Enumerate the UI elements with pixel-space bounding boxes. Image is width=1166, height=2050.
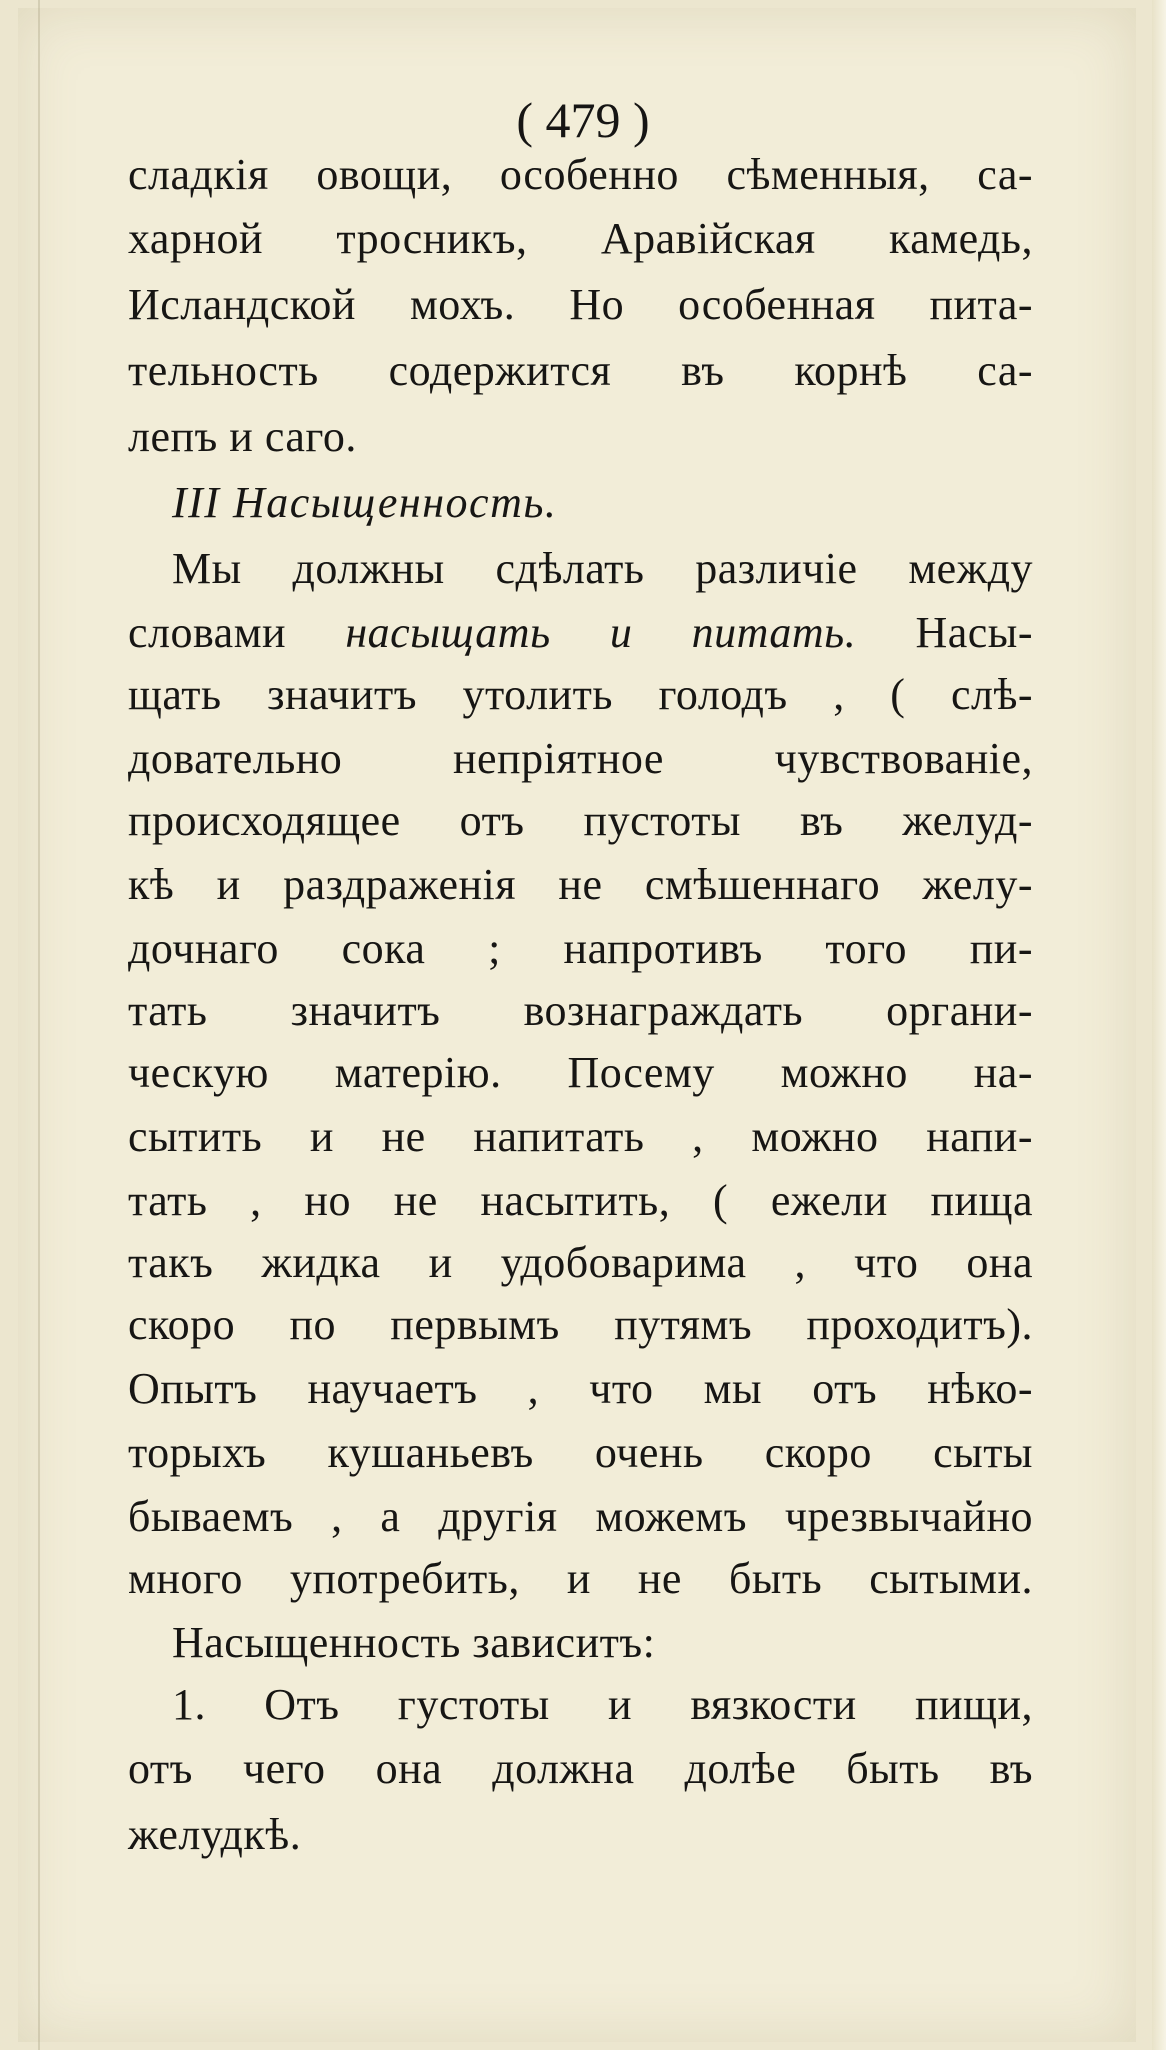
page-fold-line (38, 0, 40, 2050)
text-line-5: лепъ и саго. (128, 412, 357, 461)
text-line-18: скоро по первымъ путямъ проходитъ). (128, 1300, 1033, 1349)
section-heading: III Насыщенность. (172, 478, 558, 527)
text-line-14: ческую матерію. Посему можно на- (128, 1048, 1033, 1097)
text-line-19: Опытъ научаетъ , что мы отъ нѣко- (128, 1364, 1033, 1413)
text-line-25: отъ чего она должна долѣе быть въ (128, 1744, 1033, 1793)
text-fragment: словами (128, 608, 287, 657)
text-line-23: Насыщенность зависитъ: (172, 1618, 656, 1667)
italic-terms: насыщать и питать. (345, 608, 857, 657)
page-edge (1152, 0, 1166, 2050)
text-line-20: торыхъ кушаньевъ очень скоро сыты (128, 1428, 1033, 1477)
text-line-7 (128, 603, 1033, 663)
text-line-10: происходящее отъ пустоты въ желуд- (128, 796, 1033, 845)
text-line-9: довательно непріятное чувствованіе, (128, 734, 1033, 783)
text-line-1: сладкія овощи, особенно сѣменныя, са- (128, 150, 1033, 199)
text-fragment: Насы- (915, 608, 1033, 657)
text-line-15: сытить и не напитать , можно напи- (128, 1112, 1033, 1161)
text-line-13: тать значитъ вознаграждать органи- (128, 986, 1033, 1035)
text-line-2: харной тросникъ, Аравійская камедь, (128, 214, 1033, 263)
text-line-6: Мы должны сдѣлать различіе между (172, 544, 1033, 593)
text-line-11: кѣ и раздраженія не смѣшеннаго желу- (128, 860, 1033, 909)
text-line-17: такъ жидка и удобоварима , что она (128, 1238, 1033, 1287)
text-line-3: Исландской мохъ. Но особенная пита- (128, 280, 1033, 329)
text-line-24: 1. Отъ густоты и вязкости пищи, (172, 1680, 1033, 1729)
text-line-4: тельность содержится въ корнѣ са- (128, 346, 1033, 395)
text-line-16: тать , но не насытить, ( ежели пища (128, 1176, 1033, 1225)
page-number: ( 479 ) (516, 92, 650, 148)
text-line-26: желудкѣ. (128, 1810, 302, 1859)
text-line-21: бываемъ , а другія можемъ чрезвычайно (128, 1492, 1033, 1541)
text-line-8: щать значитъ утолить голодъ , ( слѣ- (128, 670, 1033, 719)
text-line-12: дочнаго сока ; напротивъ того пи- (128, 924, 1033, 973)
text-line-22: много употребить, и не быть сытыми. (128, 1554, 1033, 1603)
